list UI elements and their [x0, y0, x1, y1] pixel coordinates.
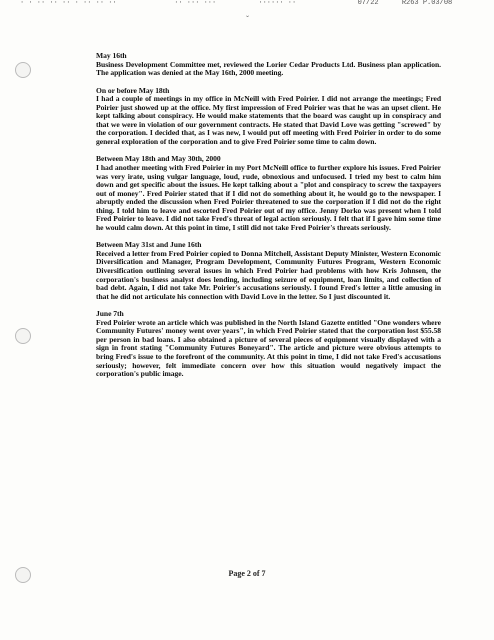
entry-body: Business Development Committee met, reviewed the Lorier Cedar Products Ltd. Business plan application. The application was denied at the May 16th, 2000 meeting.	[96, 59, 441, 78]
fax-header-mid1: ·· ··· ···	[174, 0, 217, 7]
entry-body: I had a couple of meetings in my office in McNeill with Fred Poirier. I did not arrange the meetings; Fred Poirier just showed up at the office. My first impression of Fred Poirier was that he was an upset client. He kept talking about conspiracy. He would make statements that the board was caught up in conspiracy and that we were in violation of our government contracts. He stated that David Love was getting "screwed" by the corporation. I decided that, as I was new, I would put off meeting with Fred Poirier in order to do some general exploration of the corporation and to give Fred Poirier some time to calm down.	[96, 94, 441, 146]
entry-heading: Between May 18th and May 30th, 2000	[96, 154, 221, 164]
document-body	[96, 52, 441, 388]
entry-body: Received a letter from Fred Poirier copied to Donna Mitchell, Assistant Deputy Minister, Western Economic Diversification and Manager, Program Development, Community Futures Program, Western Economic Diversification outlining several issues in which Fred Poirier had problems with how Kris Johnsen, the corporation's business analyst does lending, including seizure of equipment, loan limits, and collection of bad debt. Again, I did not take Mr. Poirier's accusations seriously. I found Fred's letter a little amusing in that he did not articulate his connection with David Love in the letter. So I just discounted it.	[96, 248, 441, 301]
fax-header-right: R263 P.03/08	[401, 0, 453, 7]
entry-heading: June 7th	[96, 309, 124, 319]
entry-may-16	[96, 52, 441, 78]
entry-body: Fred Poirier wrote an article which was published in the North Island Gazette entitled "One wonders where Community Futures' money went over years", in which Fred Poirier stated that the corporation lost $55.58 per person in bad loans. I also obtained a picture of several pieces of equipment visually displayed with a sign in front stating "Community Futures Boneyard". The article and picture were obvious attempts to bring Fred's issue to the forefront of the community. At this point in time, I did not take Fred's accusations seriously; however, felt immediate concern over how this situation would negatively impact the corporation's public image.	[96, 317, 441, 379]
fax-header-mid2: ······ ··	[258, 0, 297, 7]
fax-header-left: · · ·· ·· ·· · ·· ·· ··	[20, 0, 117, 7]
page-number: Page 2 of 7	[228, 569, 266, 578]
entry-heading: May 16th	[96, 51, 127, 60]
entry-may-31-june-16	[96, 241, 441, 301]
entry-heading: On or before May 18th	[96, 85, 170, 95]
entry-heading: Between May 31st and June 16th	[96, 240, 202, 250]
binder-hole-top	[15, 62, 31, 78]
fax-transmission-header	[20, 0, 490, 8]
entry-may-18-30	[96, 155, 441, 232]
entry-may-18	[96, 87, 441, 147]
entry-body: I had another meeting with Fred Poirier in my Port McNeill office to further explore his issues. Fred Poirier was very irate, using vulgar language, loud, rude, obnoxious and unfocused. I tried my best to calm him down and get specific about the issues. He kept talking about a "plot and conspiracy to screw the taxpayers out of money". Fred Poirier stated that if I did not do something about it, he would go to the newspaper. I abruptly ended the discussion when Fred Poirier threatened to sue the corporation if I did not do the right thing. I told him to leave and escorted Fred Poirier out of my office. Jenny Dorko was present when I told Fred Poirier to leave. I did not take Fred's threat of legal action seriously. I felt that if I gave him some time he would calm down. At this point in time, I still did not take Fred Poirier's threats seriously.	[96, 163, 441, 232]
binder-hole-middle	[15, 328, 31, 344]
entry-june-7	[96, 310, 441, 378]
fax-header-page: 07/22	[357, 0, 379, 7]
scan-mark: ˇ	[246, 14, 249, 24]
